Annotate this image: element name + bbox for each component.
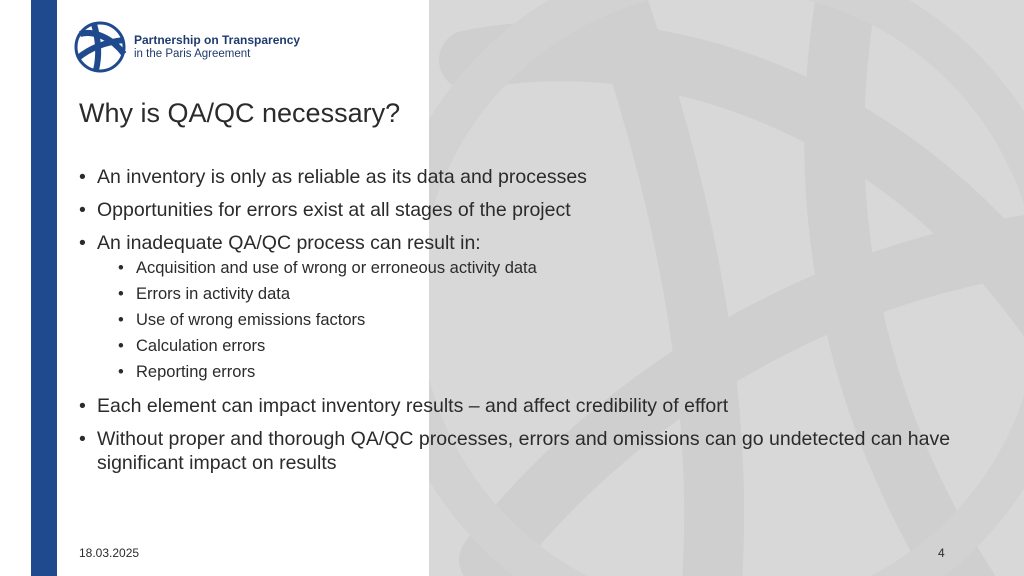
sub-bullet-item: • Use of wrong emissions factors <box>118 307 979 333</box>
sub-bullet-item: • Errors in activity data <box>118 281 979 307</box>
bullet-item: • Opportunities for errors exist at all stages of the project <box>79 198 979 222</box>
bullet-list <box>79 165 979 475</box>
globe-logo-icon <box>72 20 128 74</box>
bullet-item: • An inventory is only as reliable as its data and processes <box>79 165 979 189</box>
logo <box>72 20 300 74</box>
bullet-item: • An inadequate QA/QC process can result in: <box>79 231 979 255</box>
sub-bullet-item: • Calculation errors <box>118 333 979 359</box>
page-number: 4 <box>938 546 945 560</box>
slide-title: Why is QA/QC necessary? <box>79 98 401 128</box>
left-accent-bar <box>31 0 57 576</box>
sub-bullet-item: • Reporting errors <box>118 359 979 385</box>
sub-bullet-item: • Acquisition and use of wrong or erroneous activity data <box>118 255 979 281</box>
bullet-item: • Without proper and thorough QA/QC processes, errors and omissions can go undetected can have significant impact on results <box>79 427 979 475</box>
bullet-item: • Each element can impact inventory results – and affect credibility of effort <box>79 394 979 418</box>
logo-title: Partnership on Transparency <box>134 33 301 47</box>
footer-date: 18.03.2025 <box>79 546 140 560</box>
logo-subtitle: in the Paris Agreement <box>134 48 251 60</box>
